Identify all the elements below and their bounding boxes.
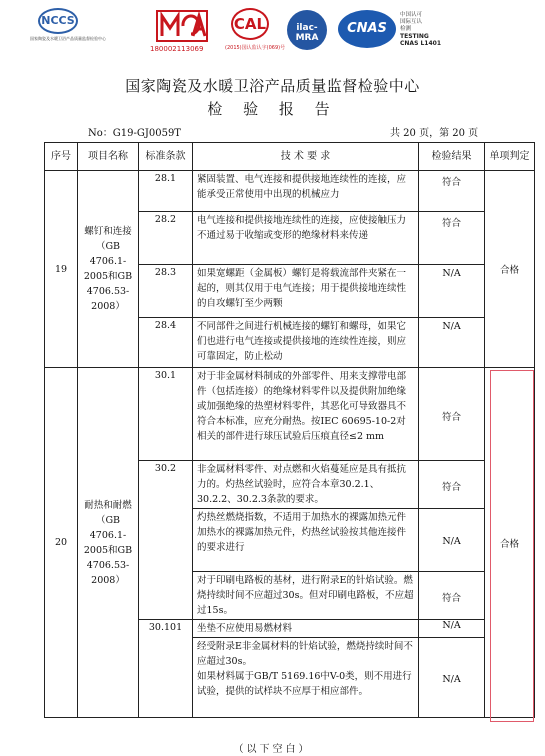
result: 符合	[419, 171, 485, 212]
requirement: 对于印刷电路板的基材，进行附录E的针焰试验。燃烧持续时间不应超过30s。但对印刷电路板，不应超过15s。	[193, 572, 419, 620]
requirement-continued: 加热水的裸露加热元件，灼热丝试验按其他连接件的要求进行	[197, 527, 407, 553]
judgment: 合格	[485, 368, 535, 718]
cma-logo	[150, 10, 214, 54]
requirement-cell	[193, 638, 419, 718]
cnas-line-3: 检测	[400, 26, 412, 32]
requirement-continued: 如果材料属于GB/T 5169.16中V-0类，则不用进行试验，提供的试样块不应厚于相应部件。	[197, 671, 412, 697]
judgment: 合格	[485, 171, 535, 368]
end-note: （以下空白）	[233, 744, 312, 755]
requirement: 经受附录E非金属材料的针焰试验，燃烧持续时间不应超过30s。	[197, 641, 413, 667]
clause: 28.1	[139, 171, 193, 212]
requirement: 灼热丝燃烧指数，不适用于加热水的裸露加热元件	[197, 512, 407, 523]
cal-text: (2015)国认监认字(069)号	[225, 45, 286, 51]
cnas-line-1: 中国认可	[400, 12, 423, 18]
clause: 30.101	[139, 620, 193, 718]
ilac-logo	[285, 8, 333, 52]
center-title: 国家陶瓷及水暖卫浴产品质量监督检验中心	[125, 77, 420, 95]
col-header-name: 项目名称	[78, 143, 139, 171]
result: 符合	[419, 368, 485, 461]
cnas-logo	[338, 10, 396, 50]
table-row	[45, 368, 535, 461]
cnas-text: CNAS	[347, 21, 387, 36]
result: N/A	[419, 265, 485, 318]
cnas-line-5: CNAS L1401	[400, 40, 442, 47]
ilac-globe-icon	[287, 10, 327, 50]
col-header-judgment: 单项判定	[485, 143, 535, 171]
col-header-clause: 标准条款	[139, 143, 193, 171]
result: 符合	[419, 461, 485, 509]
stamp-outline	[490, 370, 534, 722]
clause: 28.4	[139, 318, 193, 368]
clause: 30.1	[139, 368, 193, 461]
result: N/A	[419, 318, 485, 368]
cnas-emblem-icon	[338, 10, 396, 48]
cal-emblem-icon: CAL	[231, 8, 269, 40]
requirement: 坐垫不应使用易燃材料	[193, 620, 419, 638]
requirement: 电气连接和提供接地连续性的连接，应使接触压力不通过易于收缩或变形的绝缘材料来传递	[193, 212, 419, 265]
requirement-cell	[193, 509, 419, 572]
cnas-caption	[400, 12, 480, 47]
requirement: 对于非金属材料制成的外部零件、用来支撑带电部件（包括连接）的绝缘材料零件以及提供附加绝缘或加强绝缘的热塑材料零件，其恶化可导致器具不符合本标准，应充分耐热。按IEC 60695-10-2对相关的部件进行球压试验后压痕直径≤2 mm	[193, 368, 419, 461]
cnas-line-4: TESTING	[400, 33, 429, 40]
result: N/A	[419, 509, 485, 572]
row-number: 19	[45, 171, 78, 368]
requirement: 紧固装置、电气连接和提供接地连续性的连接，应能承受正常使用中出现的机械应力	[193, 171, 419, 212]
col-header-no: 序号	[45, 143, 78, 171]
result: 符合	[419, 212, 485, 265]
result: 符合	[419, 572, 485, 620]
result: N/A	[419, 638, 485, 718]
report-number: No：G19-GJ0059T	[88, 128, 181, 139]
nccs-caption: 国家陶瓷及水暖卫浴产品质量监督检验中心	[30, 36, 106, 41]
clause: 28.2	[139, 212, 193, 265]
table-row	[45, 171, 535, 212]
col-header-requirement: 技 术 要 求	[193, 143, 419, 171]
nccs-circle	[38, 8, 78, 34]
page-info: 共 20 页，第 20 页	[390, 128, 479, 139]
inspection-table	[44, 142, 535, 718]
cnas-line-2: 国际互认	[400, 19, 423, 25]
report-title: 检 验 报 告	[207, 100, 338, 118]
item-name: 螺钉和连接（GB 4706.1-2005和GB 4706.53-2008）	[78, 171, 139, 368]
cal-logo	[225, 8, 285, 52]
requirement: 不同部件之间进行机械连接的螺钉和螺母，如果它们也进行电气连接或提供接地的连续性连接，则应可靠固定，防止松动	[193, 318, 419, 368]
nccs-text: NCCS	[41, 14, 75, 27]
clause: 30.2	[139, 461, 193, 620]
row-number: 20	[45, 368, 78, 718]
ilac-text: ilac-MRA	[295, 23, 319, 43]
cma-number: 180002113069	[150, 45, 204, 53]
col-header-result: 检验结果	[419, 143, 485, 171]
requirement: 非金属材料零件、对点燃和火焰蔓延应是具有抵抗力的。灼热丝试验时，应符合本章30.2.1、30.2.2、30.2.3条款的要求。	[193, 461, 419, 509]
cma-emblem-icon	[156, 10, 208, 42]
nccs-logo	[30, 8, 120, 44]
clause: 28.3	[139, 265, 193, 318]
table-header-row	[45, 143, 535, 171]
result: N/A	[419, 620, 485, 638]
requirement: 如果宽螺距（金属板）螺钉是将载流部件夹紧在一起的，则其仅用于电气连接；用于提供接地连续性的自攻螺钉至少两颗	[193, 265, 419, 318]
item-name: 耐热和耐燃（GB 4706.1-2005和GB 4706.53-2008）	[78, 368, 139, 718]
